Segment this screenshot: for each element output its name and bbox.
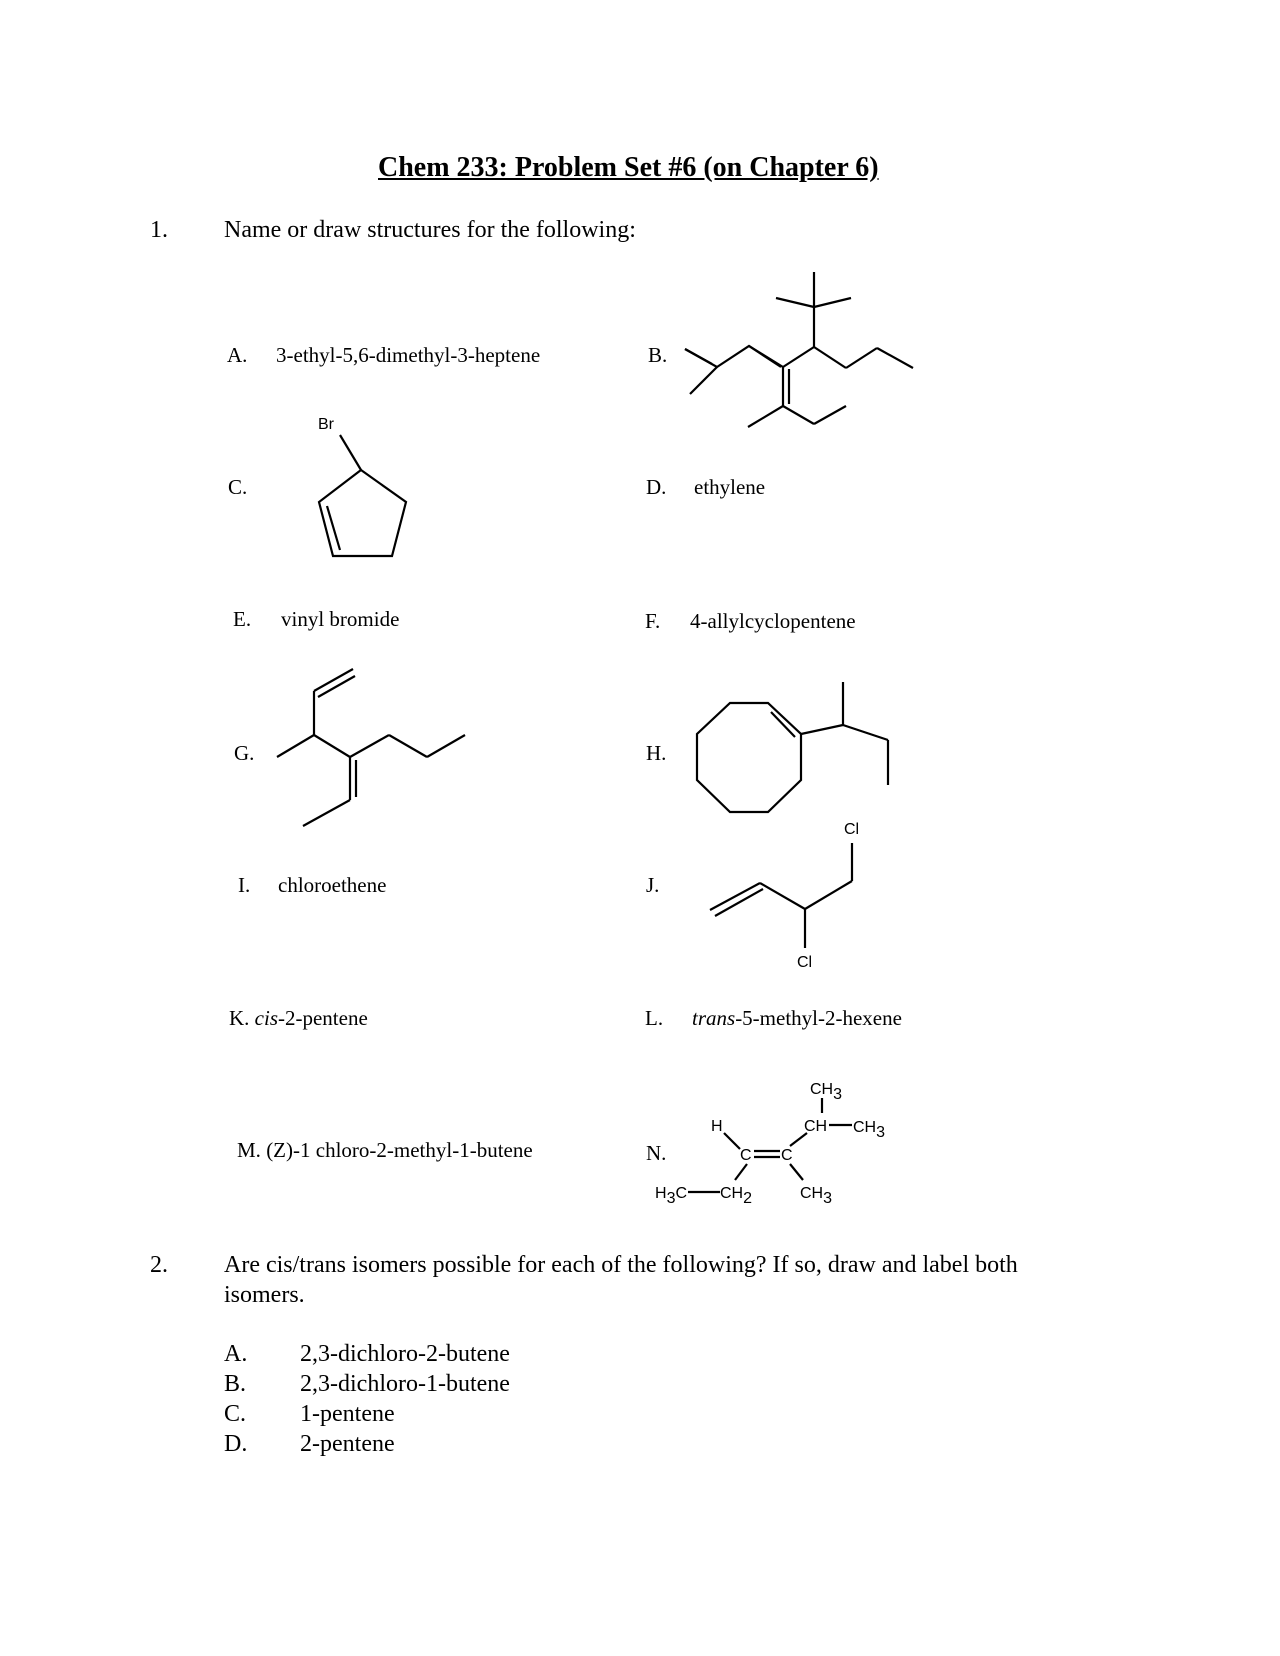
- item-f-text: 4-allylcyclopentene: [690, 609, 856, 633]
- n-c-left: C: [740, 1147, 752, 1164]
- item-l-label: L.: [645, 1006, 664, 1030]
- q2-item-d-label: D.: [224, 1431, 248, 1457]
- item-j-label: J.: [646, 873, 660, 897]
- item-k-rest: -2-pentene: [278, 1006, 368, 1030]
- n-h3c: H3C: [655, 1185, 688, 1207]
- item-d-label: D.: [646, 475, 667, 499]
- n-c-right: C: [781, 1147, 793, 1164]
- question-2-prompt-line2: isomers.: [224, 1282, 305, 1308]
- structure-b: [685, 272, 913, 427]
- q2-item-a-text: 2,3-dichloro-2-butene: [300, 1341, 510, 1367]
- q2-item-c-text: 1-pentene: [300, 1401, 395, 1427]
- structure-j: [710, 821, 859, 971]
- item-f-label: F.: [645, 609, 661, 633]
- q2-item-d-text: 2-pentene: [300, 1431, 395, 1457]
- question-2-number: 2.: [150, 1252, 168, 1278]
- item-m-label: M.: [237, 1138, 261, 1162]
- q2-item-a-label: A.: [224, 1341, 248, 1367]
- item-i-label: I.: [238, 873, 251, 897]
- item-h-label: H.: [646, 741, 667, 765]
- item-i-text: chloroethene: [278, 873, 387, 897]
- page-title: Chem 233: Problem Set #6 (on Chapter 6): [378, 152, 879, 183]
- item-e-text: vinyl bromide: [281, 607, 400, 631]
- q2-item-b-label: B.: [224, 1371, 247, 1397]
- structure-h: [697, 682, 888, 812]
- question-1-number: 1.: [150, 217, 168, 243]
- item-l-rest: -5-methyl-2-hexene: [735, 1006, 902, 1030]
- item-m-text: (Z)-1 chloro-2-methyl-1-butene: [266, 1138, 533, 1162]
- item-e-label: E.: [233, 607, 252, 631]
- bromine-atom: Br: [318, 416, 334, 433]
- item-l-prefix: trans: [692, 1006, 736, 1030]
- item-d-text: ethylene: [694, 475, 766, 499]
- item-g-label: G.: [234, 741, 255, 765]
- structure-n: [655, 1081, 885, 1207]
- n-ch: CH: [804, 1118, 828, 1135]
- item-k-label: K.: [229, 1006, 250, 1030]
- chlorine-atom-bottom: Cl: [797, 954, 813, 971]
- item-c-label: C.: [228, 475, 248, 499]
- question-2-prompt-line1: Are cis/trans isomers possible for each of the following? If so, draw and label both: [224, 1252, 1018, 1278]
- q2-item-b-text: 2,3-dichloro-1-butene: [300, 1371, 510, 1397]
- item-n-label: N.: [646, 1141, 667, 1165]
- n-ch3-side: CH3: [853, 1119, 886, 1141]
- q2-item-c-label: C.: [224, 1401, 247, 1427]
- n-ch3-bottom: CH3: [800, 1185, 833, 1207]
- n-h: H: [711, 1118, 723, 1135]
- item-k-prefix: cis: [254, 1006, 278, 1030]
- structure-c: [318, 416, 406, 556]
- chlorine-atom-top: Cl: [844, 821, 860, 838]
- question-1-prompt: Name or draw structures for the following:: [224, 217, 636, 243]
- n-ch3-top: CH3: [810, 1081, 843, 1103]
- item-a-text: 3-ethyl-5,6-dimethyl-3-heptene: [276, 343, 541, 367]
- item-a-label: A.: [227, 343, 248, 367]
- item-b-label: B.: [648, 343, 668, 367]
- structure-g: [277, 669, 465, 826]
- n-ch2: CH2: [720, 1185, 753, 1207]
